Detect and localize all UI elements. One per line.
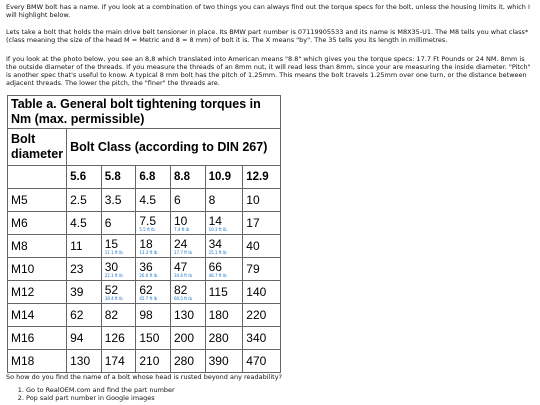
torque-value: 280: [208, 330, 229, 345]
torque-value: 126: [104, 330, 125, 345]
torque-cell: [101, 235, 136, 258]
torque-cell: [205, 281, 243, 304]
torque-value: 47: [173, 259, 188, 274]
torque-cell: [101, 327, 136, 350]
torque-value: 115: [208, 284, 228, 299]
bolt-diameter-header: Bolt diameter: [8, 129, 67, 166]
torque-cell: [170, 212, 205, 235]
torque-cell: [170, 258, 205, 281]
ftlb-annotation: 7.4 ft lb: [173, 226, 190, 232]
ftlb-annotation: 10.3 ft lb: [208, 226, 227, 232]
torque-value: 52: [104, 282, 119, 297]
table-row: [8, 304, 281, 327]
torque-value: 10: [246, 192, 260, 207]
torque-value: 390: [208, 353, 229, 368]
intro-paragraph: Every BMW bolt has a name. If you look at a combination of two things you can always find out the torque specs for the bolt, unless the housing limits it, which I will highlight below.: [6, 3, 530, 19]
torque-cell: [67, 327, 102, 350]
torque-value: 94: [70, 330, 84, 345]
torque-value: 280: [173, 353, 195, 368]
ftlb-annotation: 60.5 ft lb: [173, 295, 192, 301]
torque-value: 30: [104, 259, 119, 274]
torque-table-body: [8, 96, 281, 373]
torque-value: 17: [246, 215, 260, 230]
bolt-diameter-cell: M8: [8, 235, 67, 258]
torque-value: 150: [139, 330, 160, 345]
torque-value: 18: [139, 236, 153, 251]
torque-cell: [205, 327, 243, 350]
torque-value: 24: [173, 236, 188, 251]
torque-cell: [67, 235, 102, 258]
torque-cell: [170, 304, 205, 327]
torque-cell: [243, 281, 281, 304]
class-header-cell: 10.9: [205, 166, 243, 189]
table-row: [8, 350, 281, 373]
torque-value: 140: [246, 284, 267, 299]
torque-value: 4.5: [70, 215, 87, 230]
bolt-diameter-cell: M18: [8, 350, 67, 373]
class-header-cell: 5.8: [101, 166, 136, 189]
rusted-question: So how do you find the name of a bolt whose head is rusted beyond any readability?: [6, 373, 282, 381]
class-header-row: [8, 166, 281, 189]
torque-value: 210: [139, 353, 160, 368]
torque-cell: [170, 350, 205, 373]
torque-cell: [205, 189, 243, 212]
torque-cell: [136, 327, 171, 350]
torque-cell: [136, 189, 171, 212]
steps-list: [14, 386, 175, 402]
class-header-cell: 12.9: [243, 166, 281, 189]
torque-value: 6: [173, 192, 181, 207]
torque-value: 180: [208, 307, 229, 322]
torque-value: 7.5: [139, 213, 157, 228]
torque-cell: [67, 304, 102, 327]
torque-cell: [243, 189, 281, 212]
torque-cell: [205, 235, 243, 258]
bolt-diameter-cell: M6: [8, 212, 67, 235]
torque-cell: [67, 212, 102, 235]
torque-cell: [170, 189, 205, 212]
torque-cell: [170, 235, 205, 258]
ftlb-annotation: 25.1 ft lb: [208, 249, 227, 255]
torque-value: 66: [208, 259, 222, 274]
torque-value: 82: [104, 307, 119, 322]
torque-value: 220: [246, 307, 267, 322]
table-row: [8, 281, 281, 304]
ftlb-annotation: 26.6 ft lb: [139, 272, 158, 278]
torque-cell: [136, 212, 171, 235]
torque-value: 40: [246, 238, 260, 253]
ftlb-annotation: 22.1 ft lb: [104, 272, 123, 278]
torque-cell: [101, 258, 136, 281]
ftlb-annotation: 11.1 ft lb: [104, 249, 123, 255]
torque-cell: [243, 212, 281, 235]
class-header-blank: [8, 166, 67, 189]
bolt-diameter-cell: M12: [8, 281, 67, 304]
ftlb-annotation: 48.7 ft lb: [208, 272, 227, 278]
torque-table-image: [7, 95, 281, 368]
torque-value: 174: [104, 353, 125, 368]
torque-value: 98: [139, 307, 153, 322]
class-header-cell: 8.8: [170, 166, 205, 189]
torque-cell: [136, 258, 171, 281]
torque-cell: [136, 350, 171, 373]
torque-cell: [136, 304, 171, 327]
torque-cell: [170, 327, 205, 350]
torque-cell: [67, 350, 102, 373]
ftlb-annotation: 17.7 ft lb: [173, 249, 192, 255]
bolt-class-header: Bolt Class (according to DIN 267): [67, 129, 281, 166]
torque-cell: [136, 235, 171, 258]
torque-cell: [101, 281, 136, 304]
bolt-diameter-cell: M5: [8, 189, 67, 212]
ftlb-annotation: 45.7 ft lb: [139, 295, 158, 301]
bolt-diameter-cell: M10: [8, 258, 67, 281]
torque-cell: [67, 258, 102, 281]
torque-value: 36: [139, 259, 153, 274]
table-row: [8, 258, 281, 281]
ftlb-annotation: 13.3 ft lb: [139, 249, 158, 255]
torque-value: 8: [208, 192, 216, 207]
torque-cell: [243, 350, 281, 373]
torque-cell: [170, 281, 205, 304]
ftlb-annotation: 38.4 ft lb: [104, 295, 123, 301]
ftlb-annotation: 34.6 ft lb: [173, 272, 192, 278]
torque-cell: [205, 258, 243, 281]
class-header-cell: 6.8: [136, 166, 171, 189]
torque-value: 4.5: [139, 192, 157, 207]
torque-cell: [136, 281, 171, 304]
torque-cell: [243, 304, 281, 327]
torque-cell: [101, 304, 136, 327]
table-row: [8, 212, 281, 235]
torque-cell: [67, 189, 102, 212]
torque-value: 130: [70, 353, 91, 368]
torque-value: 62: [70, 307, 84, 322]
class-header-cell: 5.6: [67, 166, 102, 189]
step-item: 1. Go to RealOEM.com and find the part number: [26, 386, 175, 394]
torque-value: 2.5: [70, 192, 87, 207]
torque-value: 14: [208, 213, 222, 228]
torque-value: 6: [104, 215, 112, 230]
torque-value: 470: [246, 353, 267, 368]
ftlb-annotation: 5.5 ft lb: [139, 226, 155, 232]
table-title: Table a. General bolt tightening torques in Nm (max. permissible): [8, 96, 281, 129]
torque-cell: [243, 235, 281, 258]
torque-value: 130: [173, 307, 195, 322]
torque-value: 3.5: [104, 192, 122, 207]
step-item: 2. Pop said part number in Google images: [26, 394, 175, 402]
torque-value: 39: [70, 284, 84, 299]
table-row: [8, 235, 281, 258]
torque-value: 34: [208, 236, 222, 251]
torque-cell: [205, 212, 243, 235]
torque-cell: [101, 189, 136, 212]
table-row: [8, 327, 281, 350]
torque-value: 15: [104, 236, 119, 251]
table-row: [8, 189, 281, 212]
bolt-diameter-cell: M16: [8, 327, 67, 350]
torque-value: 200: [173, 330, 195, 345]
example-paragraph: Lets take a bolt that holds the main drive belt tensioner in place. Its BMW part number is 07119905533 and its name is M8X35-U1. The M8 tells you what class* (class meaning the size of the head M = Metric and 8 = 8 mm) of bolt it is. The X means "by". The 35 tells you its length in millimetres.: [6, 28, 529, 44]
torque-value: 340: [246, 330, 267, 345]
torque-cell: [205, 304, 243, 327]
torque-cell: [243, 327, 281, 350]
torque-cell: [101, 350, 136, 373]
torque-cell: [67, 281, 102, 304]
bolt-diameter-cell: M14: [8, 304, 67, 327]
torque-table: [7, 95, 281, 373]
torque-cell: [205, 350, 243, 373]
torque-cell: [243, 258, 281, 281]
torque-value: 10: [173, 213, 188, 228]
torque-value: 23: [70, 261, 84, 276]
torque-value: 62: [139, 282, 153, 297]
explanation-paragraph: If you look at the photo below, you see an 8,8 which translated into American means "8.8" which gives you the torque specs: 17.7 Ft Pounds or 24 NM. 8mm is the outside diameter of the threads. If you measure the threads of an 8mm nut, it will read less than 8mm, since your are measuring the inside diameter. "Pitch" is another spec that's useful to know. A typical 8 mm bolt has the pitch of 1.25mm. This means the bolt travels 1.25mm over one turn, or the distance between adjacent threads. The lower the pitch, the "finer" the threads are.: [6, 55, 531, 87]
torque-value: 11: [70, 238, 83, 253]
torque-value: 79: [246, 261, 260, 276]
torque-cell: [101, 212, 136, 235]
torque-value: 82: [173, 282, 188, 297]
